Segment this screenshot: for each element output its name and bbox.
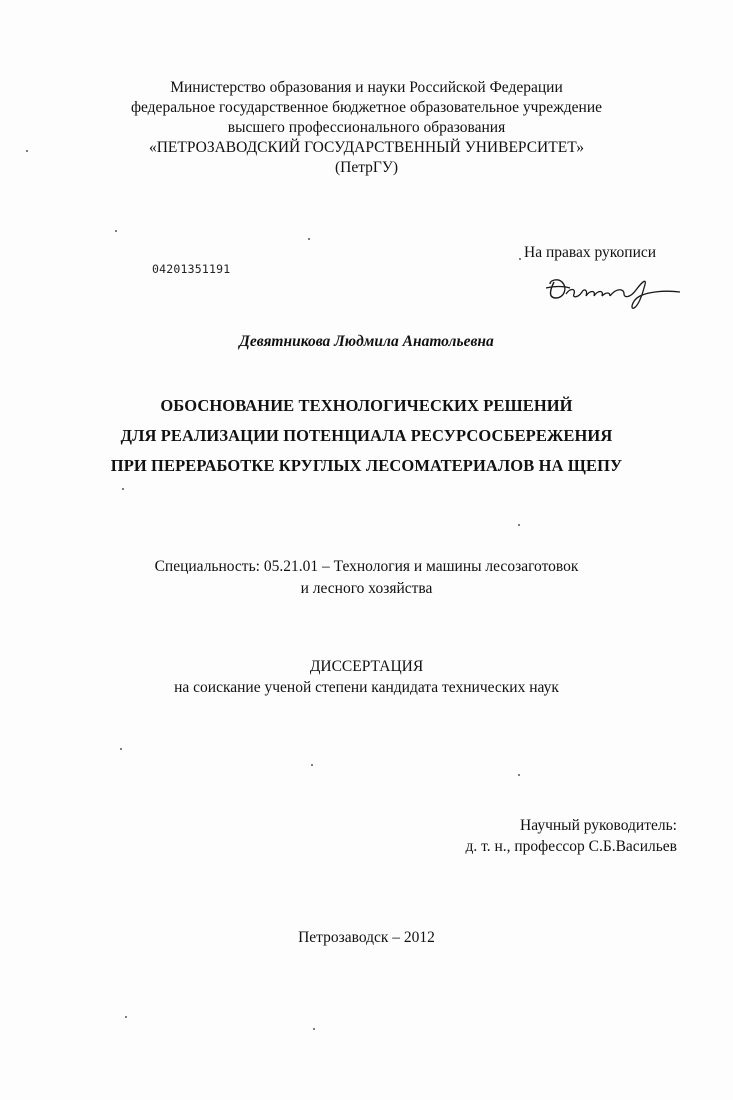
city-year: Петрозаводск – 2012	[298, 929, 435, 946]
scan-speck	[125, 1016, 127, 1018]
scan-speck	[26, 150, 28, 152]
title-line-2: ДЛЯ РЕАЛИЗАЦИИ ПОТЕНЦИАЛА РЕСУРСОСБЕРЕЖЕНИЯ	[120, 426, 613, 445]
education-level-line: высшего профессионального образования	[227, 119, 506, 136]
title-line-3: ПРИ ПЕРЕРАБОТКЕ КРУГЛЫХ ЛЕСОМАТЕРИАЛОВ НА ЩЕПУ	[110, 456, 623, 475]
scan-speck	[519, 258, 521, 260]
dissertation-heading: ДИССЕРТАЦИЯ	[309, 658, 424, 675]
scan-speck	[308, 238, 310, 240]
scan-speck	[122, 488, 124, 490]
scan-speck	[115, 230, 117, 232]
scan-speck	[518, 774, 520, 776]
scan-speck	[518, 524, 520, 526]
scan-speck	[311, 764, 313, 766]
rights-note: На правах рукописи	[524, 244, 657, 261]
scan-speck	[313, 1028, 315, 1030]
institution-type-line: федеральное государственное бюджетное образовательное учреждение	[130, 99, 603, 116]
catalog-number: 04201351191	[152, 262, 231, 276]
ministry-line: Министерство образования и науки Российской Федерации	[170, 79, 563, 96]
university-abbrev-line: (ПетрГУ)	[334, 159, 399, 176]
title-line-1: ОБОСНОВАНИЕ ТЕХНОЛОГИЧЕСКИХ РЕШЕНИЙ	[160, 396, 573, 415]
dissertation-subheading: на соискание ученой степени кандидата технических наук	[174, 679, 559, 696]
specialty-line-2: и лесного хозяйства	[300, 580, 433, 597]
university-name-line: «ПЕТРОЗАВОДСКИЙ ГОСУДАРСТВЕННЫЙ УНИВЕРСИТЕТ»	[148, 139, 585, 156]
scan-speck	[120, 748, 122, 750]
specialty-line-1: Специальность: 05.21.01 – Технология и машины лесозаготовок	[154, 558, 579, 575]
handwritten-signature	[544, 268, 684, 310]
supervisor-label: Научный руководитель:	[520, 817, 677, 834]
author-name: Девятникова Людмила Анатольевна	[239, 333, 494, 350]
supervisor-name: д. т. н., профессор С.Б.Васильев	[465, 838, 677, 855]
